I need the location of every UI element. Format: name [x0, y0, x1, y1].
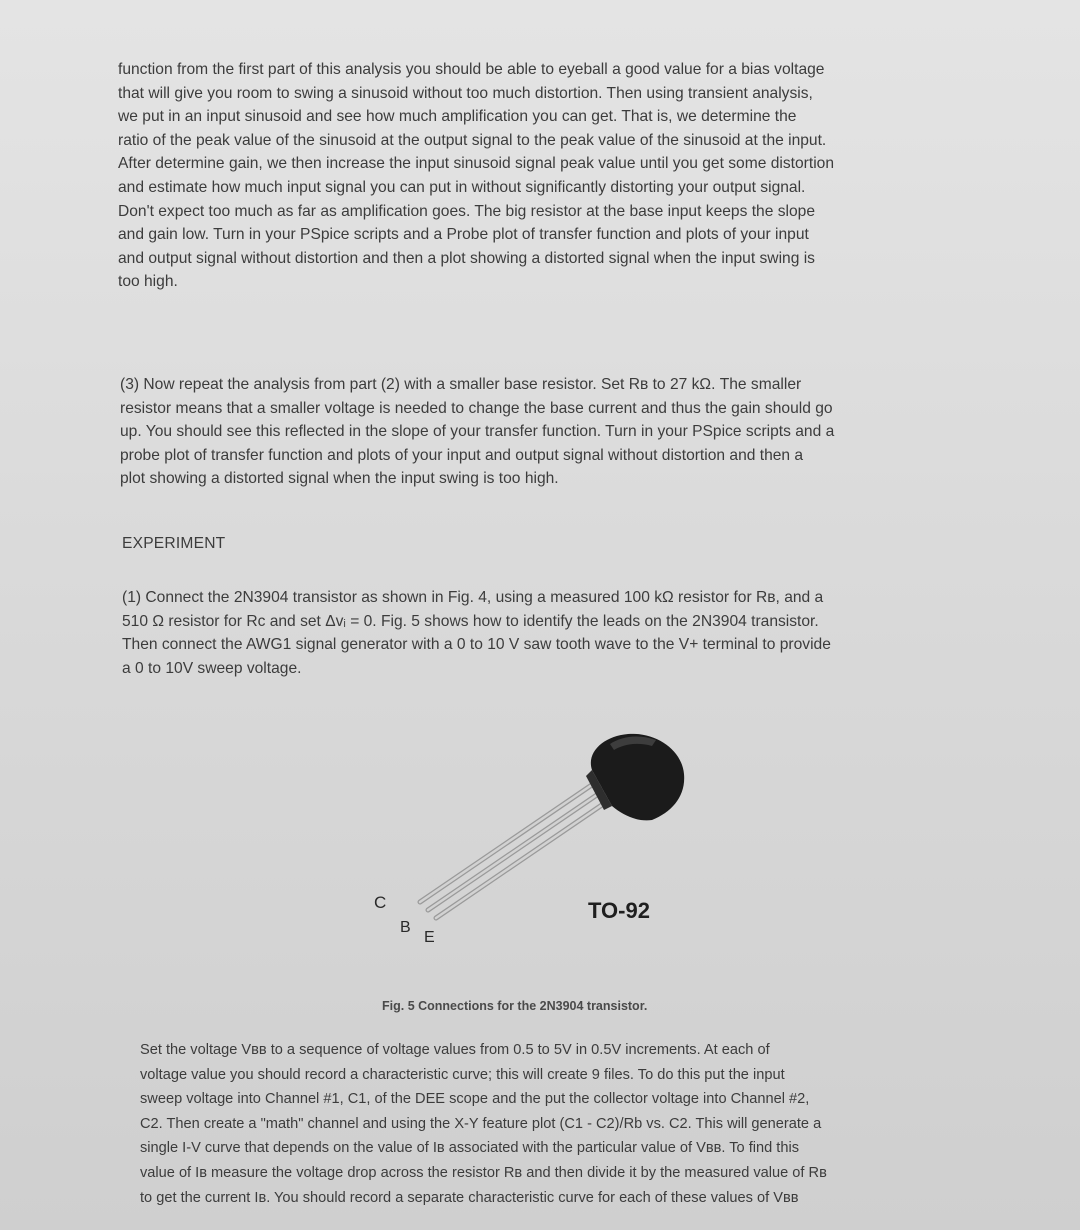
text-line: voltage value you should record a characteristic curve; this will create 9 files. To do this put the input [140, 1066, 785, 1083]
text-line: 510 Ω resistor for Rᴄ and set Δvᵢ = 0. Fig. 5 shows how to identify the leads on the 2N3904 transistor. [122, 612, 819, 630]
text-line: and estimate how much input signal you can put in without significantly distorting your output signal. [118, 178, 806, 196]
text-line: sweep voltage into Channel #1, C1, of the DEE scope and the put the collector voltage into Channel #2, [140, 1091, 810, 1108]
text-line: After determine gain, we then increase the input sinusoid signal peak value until you get some distortion [118, 155, 835, 173]
transistor-illustration [360, 730, 720, 960]
lead-label-e: E [424, 929, 435, 946]
paragraph-voltage-sweep [140, 1038, 960, 1210]
package-label: TO-92 [588, 898, 650, 923]
text-line: ratio of the peak value of the sinusoid at the output signal to the peak value of the sinusoid at the input. [118, 131, 827, 149]
figure-caption: Fig. 5 Connections for the 2N3904 transistor. [382, 999, 648, 1013]
text-line: function from the first part of this analysis you should be able to eyeball a good value for a bias voltage [118, 61, 825, 78]
lead-label-b: B [400, 919, 411, 936]
paragraph-part-3 [120, 373, 990, 491]
text-line: plot showing a distorted signal when the input swing is too high. [120, 470, 559, 488]
text-line: and output signal without distortion and then a plot showing a distorted signal when the input swing is [118, 249, 815, 267]
text-line: resistor means that a smaller voltage is needed to change the base current and thus the gain should go [120, 399, 833, 417]
paragraph-analysis-continued [118, 58, 988, 294]
text-line: Set the voltage Vʙʙ to a sequence of voltage values from 0.5 to 5V in 0.5V increments. At each of [140, 1042, 770, 1058]
text-line: to get the current Iʙ. You should record a separate characteristic curve for each of these values of Vʙʙ [140, 1189, 799, 1206]
text-line: (1) Connect the 2N3904 transistor as shown in Fig. 4, using a measured 100 kΩ resistor for Rʙ, and a [122, 589, 824, 606]
paragraph-experiment-1 [122, 586, 972, 680]
text-line: a 0 to 10V sweep voltage. [122, 659, 302, 677]
text-line: probe plot of transfer function and plots of your input and output signal without distortion and then a [120, 446, 804, 464]
figure-transistor-to92 [360, 730, 720, 960]
text-line: value of Iʙ measure the voltage drop across the resistor Rʙ and then divide it by the measured value of Rʙ [140, 1164, 827, 1181]
text-line: and gain low. Turn in your PSpice scripts and a Probe plot of transfer function and plots of your input [118, 226, 809, 244]
text-line: too high. [118, 273, 178, 291]
section-heading-experiment: EXPERIMENT [122, 535, 226, 552]
text-line: that will give you room to swing a sinusoid without too much distortion. Then using transient analysis, [118, 84, 813, 102]
text-line: Don't expect too much as far as amplification goes. The big resistor at the base input keeps the slope [118, 202, 816, 220]
text-line: we put in an input sinusoid and see how much amplification you can get. That is, we determine the [118, 108, 797, 126]
text-line: Then connect the AWG1 signal generator with a 0 to 10 V saw tooth wave to the V+ terminal to provide [122, 636, 831, 654]
text-line: C2. Then create a "math" channel and using the X-Y feature plot (C1 - C2)/Rb vs. C2. This will generate a [140, 1115, 822, 1132]
text-line: up. You should see this reflected in the slope of your transfer function. Turn in your PSpice scripts and a [120, 423, 835, 441]
transistor-leads [420, 778, 618, 918]
text-line: (3) Now repeat the analysis from part (2) with a smaller base resistor. Set Rʙ to 27 kΩ. The smaller [120, 376, 802, 393]
lead-label-c: C [374, 893, 387, 912]
text-line: single I-V curve that depends on the value of Iʙ associated with the particular value of Vʙʙ. To find this [140, 1140, 799, 1157]
